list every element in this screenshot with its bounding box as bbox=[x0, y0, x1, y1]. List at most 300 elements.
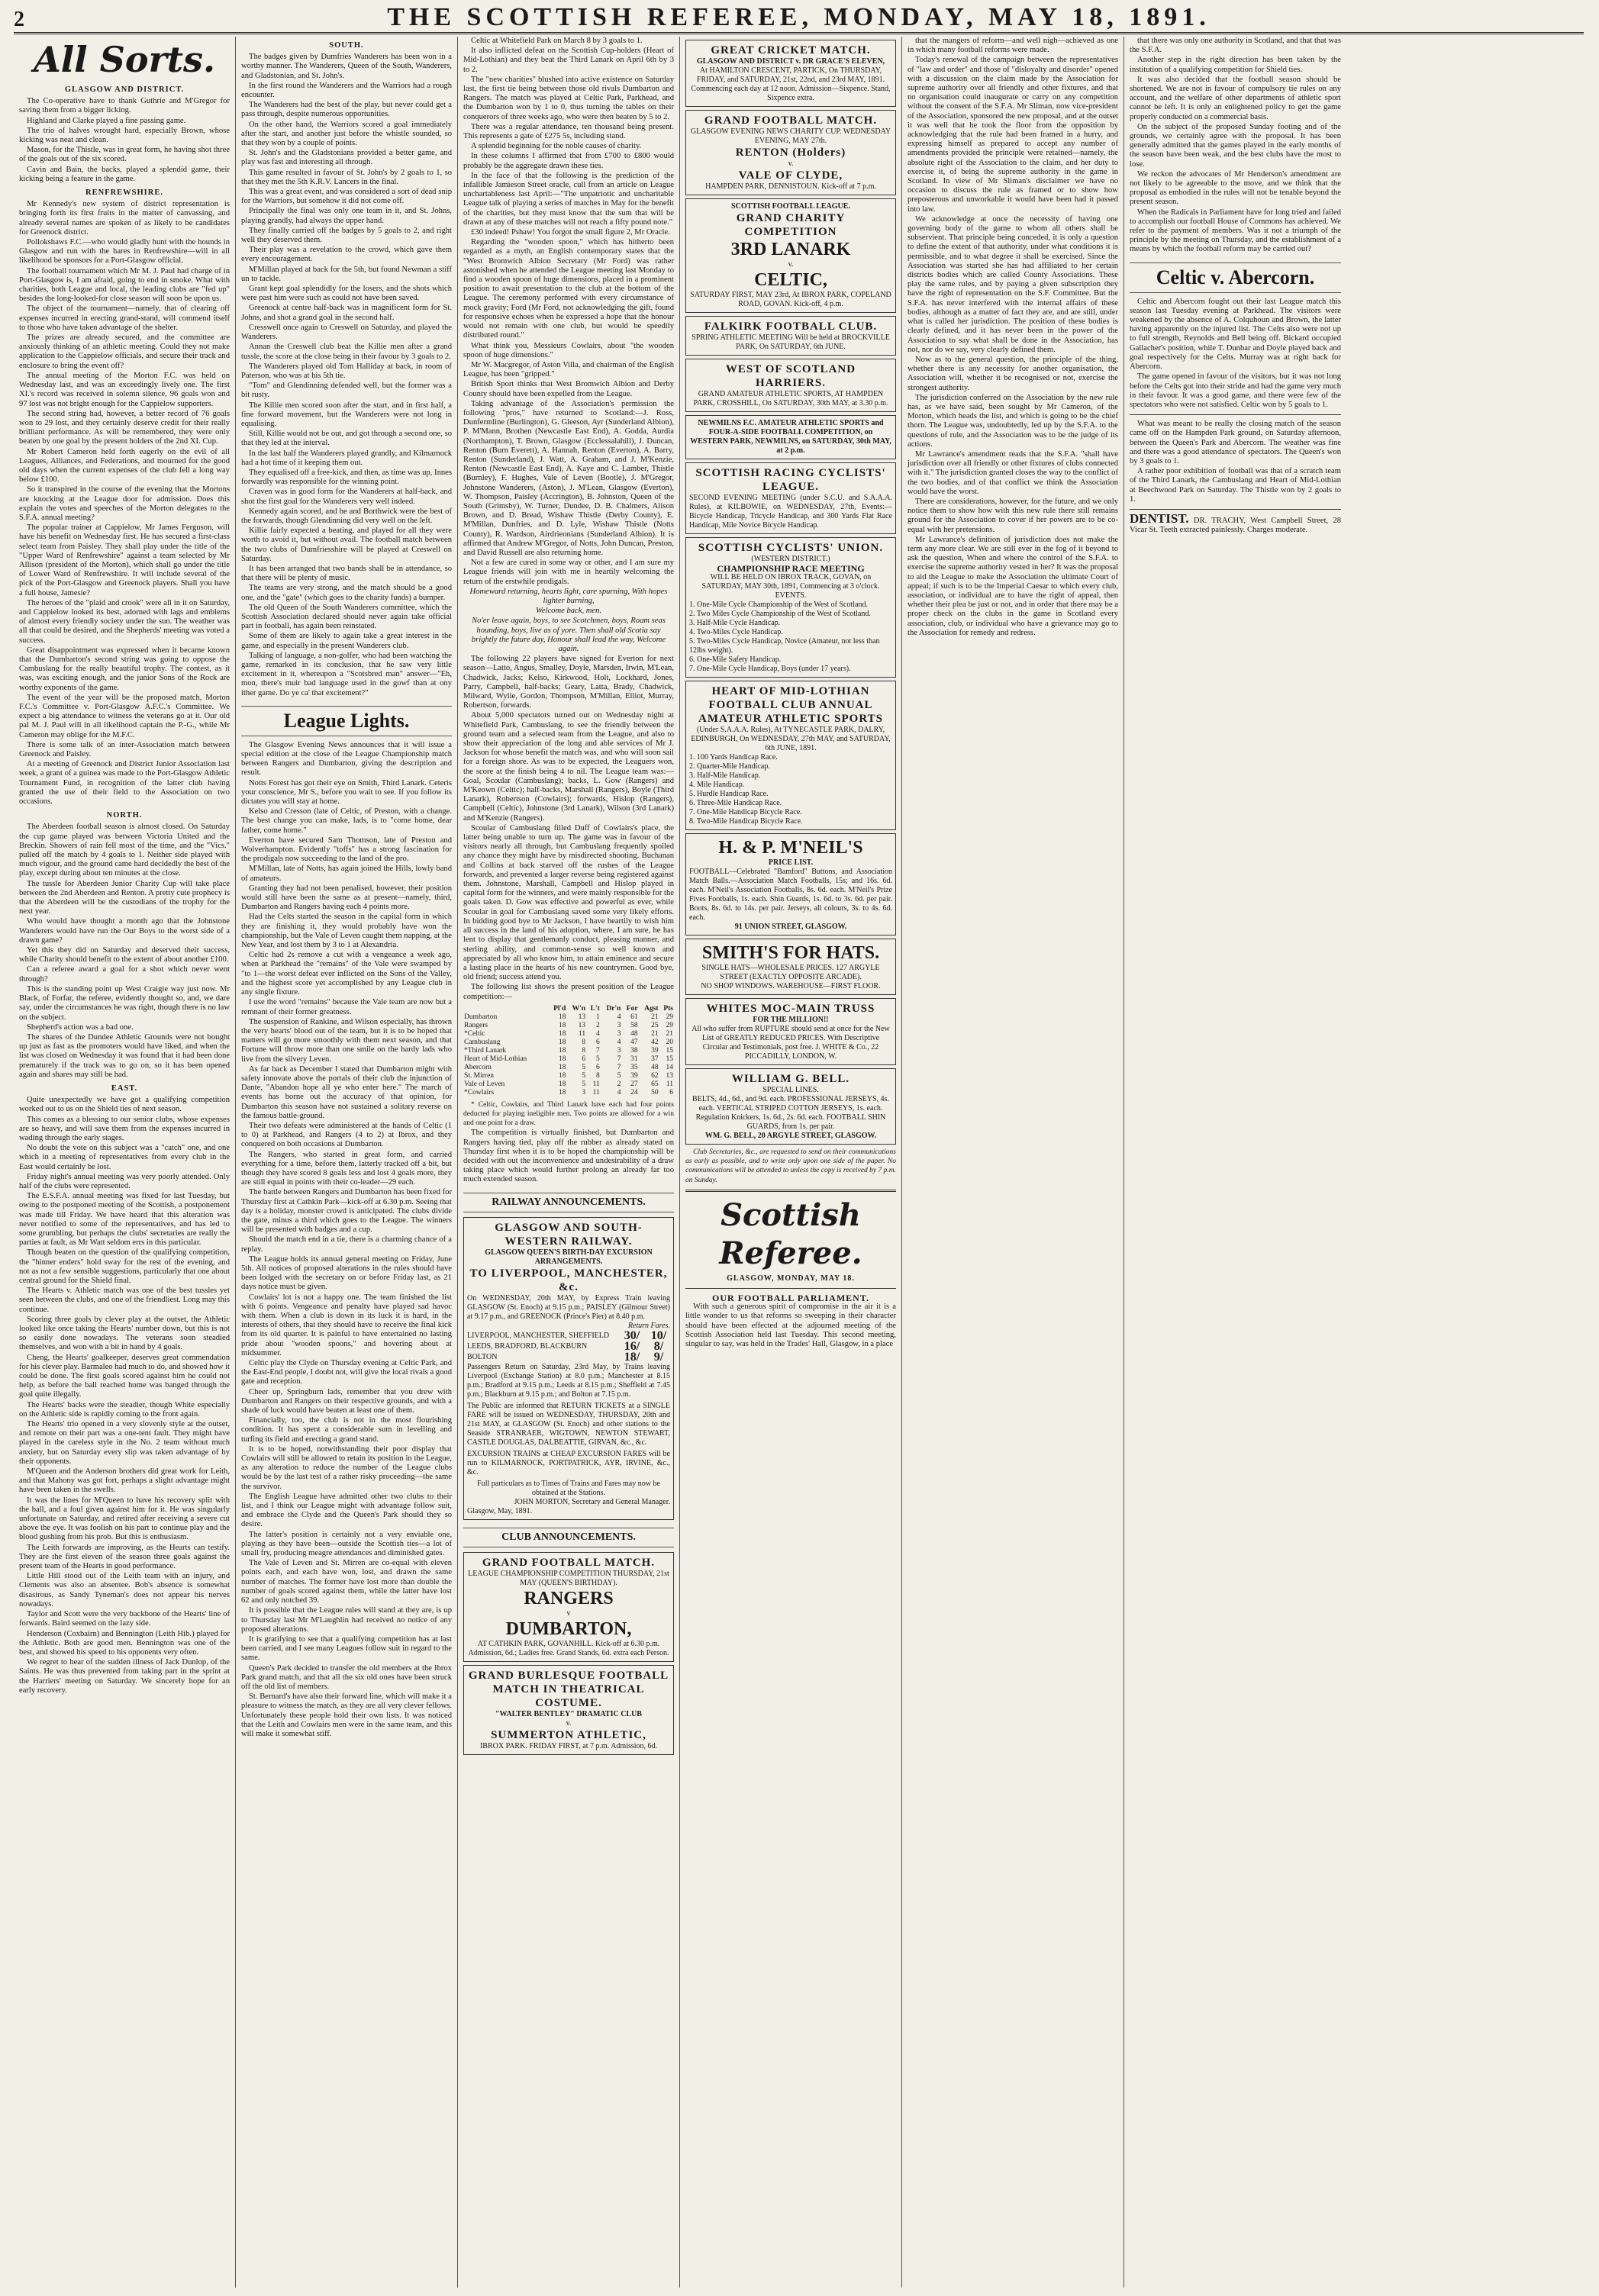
league-cell: 18 bbox=[558, 1046, 566, 1055]
paragraph: The Killie men scored soon after the start, and in first half, a fine forward movement, but the Wanderers were not long in equalising. bbox=[241, 401, 452, 428]
table-row bbox=[463, 1013, 674, 1022]
paragraph: Taking advantage of the Association's permission the following "pros," have returned to Scotland:—J. Ross, Dunfermline (Burlington), G. Gleeson, Ayr (Sunderland Albion), P. M'Mann, Brothen (Newcastle East End), A. Godda, Aurdia (Northampton), T. Brown, Glasgow (Ecclessalahill), J. Duncan, Renton (Burn Everett), A. Hannah, Renton (Everton), A. Barry, Renton (Sunderland), J. Watt, A. Graham, and J. M'Kenzie, Renton (Newcastle East End), A. Kaye and C. Lamber, Thistle (Burnley), F. Hughes, Vale of Leven (Bootle), J. M'Gregor, Johnstone Wanderers, (Aston), J. M'Lean, Glasgow (Everton), W. Thompson, Paisley (Accrington), B. Johnston, Queen of the South (Grimsby), W. Turner, Dundee, D. B. Chalmers, Alison Brown, and D. Bread, Wishaw Thistle (Derby County), E. M'Millan, Dunfries, and D. Lyle, Wishaw Thistle (Notts County), R. Wardson, Airdrieonians (Sunderland Albion). It is affirmed that Andrew M'Gregor, of Notts, John Duncan, Preston, and David Russell are also returning home. bbox=[463, 399, 674, 557]
list-item: 1. 100 Yards Handicap Race. bbox=[689, 753, 778, 762]
paragraph: Craven was in good form for the Wanderers at half-back, and shot the first goal for the Wanderers very well indeed. bbox=[241, 488, 452, 506]
paragraph: There was a regular attendance, ten thousand being present. This represents a gate of £275 5s, including stand. bbox=[463, 122, 674, 141]
league-cell: 6 bbox=[595, 1038, 600, 1046]
ad-subtitle: PRICE LIST. bbox=[768, 858, 814, 867]
league-header-cell bbox=[463, 1005, 548, 1013]
league-cell: 11 bbox=[578, 1029, 586, 1038]
paragraph: that the mangers of reform—and well nigh—achieved as one in which many football reforms were made. bbox=[907, 37, 1118, 55]
versus: v. bbox=[788, 260, 794, 269]
paragraph: They equalised off a free-kick, and then, as time was up, Innes forwardly was responsible for the winning point. bbox=[241, 468, 452, 487]
ad-title: NEWMILNS F.C. AMATEUR ATHLETIC SPORTS and FOUR-A-SIDE FOOTBALL COMPETITION, on WESTERN PARK, NEWMILNS, on SATURDAY, 30th MAY, at 2 p.m. bbox=[690, 419, 891, 455]
paragraph: Friday night's annual meeting was very poorly attended. Only half of the clubs were represented. bbox=[19, 1172, 230, 1190]
ad-title: WEST OF SCOTLAND HARRIERS. bbox=[725, 363, 856, 389]
paragraph: Annan the Creswell club beat the Killie men after a grand tussle, the score at the close being in their favour by 3 goals to 2. bbox=[241, 343, 452, 361]
ad-title: SCOTTISH RACING CYCLISTS' LEAGUE. bbox=[695, 467, 886, 493]
paragraph: About 5,000 spectators turned out on Wednesday night at Whitefield Park, Cambuslang, to see the friendly between the ground team and a selected team from the League, and also to show their appreciation of the long and able services of Mr J. Jackson for whose benefit the match was, and who will soon sail for a foreign shore. As was to be expected, the Leaguers won, the score at the finish being 4 to nil. The League team was:—Goal, Scoular (Cambuslang); backs, L. Gow (Rangers) and M'Keown (Celtic); half-backs, Marshall (Rangers), Boyle (Third Lanark), Robertson (Cowlairs); forwards, Hislop (Rangers), Campbell (Celtic), Johnstone (3rd Lanark), Wilson (3rd Lanark) and M'Kenzie (Rangers). bbox=[463, 711, 674, 823]
paragraph: British Sport thinks that West Bromwich Albion and Derby County should have been expelled from the League. bbox=[463, 380, 674, 398]
league-cell: 21 bbox=[651, 1013, 659, 1021]
paragraph: The teams are very strong, and the match should be a good one, and the "gate" (which goes to the charity funds) a bumper. bbox=[241, 584, 452, 602]
paragraph: Though beaten on the question of the qualifying competition, the "hinner enders" hold sway for the rest of the evening, and not as not a few sensible suggestions, particularly that one about central ground for the Shield final. bbox=[19, 1248, 230, 1285]
paragraph: The suspension of Rankine, and Wilson especially, has thrown the very hearts' blood out of the team, but it is to be hoped that matters will go more smoothly with them next season, and that Fortune will throw more than one smile on the hardy lads who live from the silvery Leven. bbox=[241, 1017, 452, 1064]
league-table bbox=[463, 1005, 674, 1097]
league-cell: Cambuslang bbox=[464, 1038, 501, 1046]
paragraph: The Leith forwards are improving, as the Hearts can testify. They are the first eleven of the season three goals against the present team of the Hearts in good performance. bbox=[19, 1543, 230, 1571]
league-cell: 7 bbox=[617, 1063, 621, 1071]
fares-list bbox=[467, 1328, 670, 1364]
paragraph: A splendid beginning for the noble causes of charity. bbox=[471, 142, 642, 151]
paragraph: There is some talk of an inter-Association match between Greenock and Paisley. bbox=[19, 740, 230, 759]
paragraph: The "new charities" blushed into active existence on Saturday last, the first tie being between those old rivals Dumbarton and Rangers. The match was played at Celtic Park, Parkhead, and the Dumbarton won by 1 to 0, thus turning the tables on their conquerors of three weeks ago, who were then beaten by 5 to 2. bbox=[463, 75, 674, 121]
league-table-body bbox=[463, 1013, 674, 1097]
ad-text: WILL BE HELD ON IBROX TRACK, GOVAN, on SATURDAY, MAY 30th, 1891, Commencing at 3 o'clock. EVENTS. bbox=[701, 573, 880, 600]
league-cell: 6 bbox=[582, 1055, 586, 1063]
paragraph: This game resulted in favour of St. John's by 2 goals to 1, so that they met the 5th K.R.V. Lancers in the final. bbox=[241, 168, 452, 186]
league-cell: 13 bbox=[666, 1071, 673, 1080]
subhead: SOUTH. bbox=[329, 41, 364, 50]
team-name: VALE OF CLYDE, bbox=[738, 169, 843, 182]
league-cell: 29 bbox=[666, 1013, 673, 1021]
fare-row bbox=[467, 1352, 670, 1363]
list-item: 2. Quarter-Mile Handicap. bbox=[689, 762, 770, 771]
paragraph: Celtic had 2s remove a cut with a vengeance a week ago, when at Parkhead the "remains" of the Vale were swamped by "to 1—the worst defeat ever inflicted on the Sons of the Valley, and the highest score yet accomplished by any League club in any single fixture. bbox=[241, 951, 452, 997]
paragraph: Now as to the general question, the principle of the thing, whether there is any necessity for another organisation, the Association will, whether it be recognised or not, exercise the strongest authority. bbox=[907, 355, 1118, 392]
ad-title: WHITES MOC-MAIN TRUSS bbox=[706, 1003, 875, 1015]
league-cell: 15 bbox=[666, 1046, 673, 1055]
paragraph: The latter's position is certainly not a very enviable one, playing as they have been—outside the Scottish ties—a lot of small fry, producing meagre attendances and diminished gates. bbox=[241, 1530, 452, 1558]
fare-first: 30/ bbox=[624, 1328, 640, 1342]
ad-title: H. & P. M'NEIL'S bbox=[718, 838, 863, 858]
ad-title: GLASGOW AND SOUTH-WESTERN RAILWAY. bbox=[495, 1221, 643, 1248]
paragraph: Little Hill stood out of the Leith team with an injury, and Clements was also an absentee. Bob's absence is somewhat disastrous, as Sandy Tyneman's does not appear his nerves nowadays. bbox=[19, 1572, 230, 1608]
table-row bbox=[463, 1072, 674, 1080]
paragraph: Yet this they did on Saturday and deserved their success, while Charity should benefit to the extent of about another £100. bbox=[19, 946, 230, 964]
ad-subtitle: "WALTER BENTLEY" DRAMATIC CLUB bbox=[495, 1709, 642, 1718]
league-cell: 18 bbox=[558, 1021, 566, 1029]
league-table-header bbox=[463, 1005, 674, 1013]
paragraph: Taylor and Scott were the very backbone of the Hearts' line of forwards. Baird seemed on the lazy side. bbox=[19, 1610, 230, 1628]
ad-title: FALKIRK FOOTBALL CLUB. bbox=[704, 320, 878, 333]
league-cell: 8 bbox=[595, 1071, 600, 1080]
column-3 bbox=[458, 37, 680, 2288]
league-cell: 61 bbox=[630, 1013, 638, 1021]
league-cell: 3 bbox=[617, 1046, 621, 1055]
divider bbox=[685, 1288, 896, 1289]
paragraph: The football tournament which Mr M. J. Paul had charge of in Port-Glasgow is, I am afraid, going to end in smoke. What with charities, both League and local, the leading clubs are "fed up" besides the long-looked-for close season will soon be upon us. bbox=[19, 266, 230, 304]
league-cell: 14 bbox=[666, 1063, 673, 1071]
paragraph: It was the lines for M'Queen to have his recovery split with the ball, and a foul given against him for it. He was singularly unfortunate on Saturday, and retired after receiving a severe cut above the eye. It was foolish on his part to continue play and the blood gushing from his prob. But this is enthusiasm. bbox=[19, 1496, 230, 1542]
league-cell: 18 bbox=[558, 1063, 566, 1071]
paragraph: The old Queen of the South Wanderers committee, which the Scottish Association declared should never again take official part in football, has again been reinstated. bbox=[241, 603, 452, 631]
league-cell: Vale of Leven bbox=[464, 1080, 505, 1088]
league-note: * Celtic, Cowlairs, and Third Lanark have each had four points deducted for playing ineligible men. Two points are allowed for a win and one point for a draw. bbox=[463, 1100, 674, 1128]
paragraph: In these columns I affirmed that from £700 to £800 would probably be the aggregate drawn these ties. bbox=[463, 152, 674, 170]
paragraph: On the subject of the proposed Sunday footing and of the grounds, we certainly agree with the proposal. It has been generally admitted that the games played in the early months of the season have been weak, and the best clubs have the most to lose. bbox=[1130, 122, 1341, 169]
smiths-hats-advert bbox=[685, 939, 896, 995]
paragraph: On the other hand, the Warriors scored a goal immediately after the start, and another just before the whistle sounded, so that they won by a couple of points. bbox=[241, 120, 452, 148]
ad-destination: TO LIVERPOOL, MANCHESTER, &c. bbox=[469, 1267, 668, 1293]
list-item: 5. Two-Miles Cycle Handicap, Novice (Amateur, not less than 12lbs weight). bbox=[689, 637, 880, 655]
league-cell: 38 bbox=[630, 1046, 638, 1055]
paragraph: Who would have thought a month ago that the Johnstone Wanderers would have run the Our Boys to the worst side of a drawn game? bbox=[19, 917, 230, 945]
bell-advert bbox=[685, 1068, 896, 1145]
ad-text: Passengers Return on Saturday, 23rd May, by Trains leaving Liverpool (Exchange Station) at 8.0 p.m.; Manchester at 8.15 p.m.; Bradford at 9.15 p.m.; Leeds at 8.15 p.m.; Sheffield at 7.45 p.m.; Blackburn at 9.15 p.m.; and Bolton at 7.15 p.m. bbox=[467, 1362, 670, 1399]
paragraph: Shepherd's action was a bad one. bbox=[27, 1022, 134, 1032]
paragraph: The League holds its annual general meeting on Friday, June 5th. All notices of proposed alterations in the rules should have been lodged with the secretary on or before Friday last, as 21 days notice must be given. bbox=[241, 1254, 452, 1292]
divider bbox=[1130, 509, 1341, 510]
league-cell: 47 bbox=[630, 1038, 638, 1046]
scottish-referee-title: Scottish Referee. bbox=[719, 1196, 862, 1271]
league-cell: 5 bbox=[595, 1055, 600, 1063]
league-cell: 50 bbox=[651, 1088, 659, 1096]
paragraph: It is possible that the League rules will stand at they are, is up to Thursday last Mr M'Laughlin had received no notice of any proposed alterations. bbox=[241, 1606, 452, 1634]
paragraph: Principally the final was only one team in it, and St. Johns, playing grandly, had always the upper hand. bbox=[241, 207, 452, 225]
all-sorts-heading: All Sorts. bbox=[34, 39, 215, 80]
paragraph: So it transpired in the course of the evening that the Mortons are knocking at the League door for admission. Does this explain the votes and speeches of the Morton delegates to the S.F.A. annual meeting? bbox=[19, 485, 230, 522]
list-item: 5. Hurdle Handicap Race. bbox=[689, 790, 769, 798]
list-item: 6. One-Mile Safety Handicap. bbox=[689, 655, 782, 664]
fare-row bbox=[467, 1328, 670, 1342]
ad-text: BELTS, 4d., 6d., and 9d. each. PROFESSIONAL JERSEYS, 4s. each. VERTICAL STRIPED COTTON JERSEYS, 1s. each. Regulation Knickers, 1s. 6d., 2s. 6d. each. FOOTBALL SHIN GUARDS, from 1s. per pair. bbox=[692, 1095, 889, 1131]
paragraph: Regarding the "wooden spoon," which has hitherto been regarded as a myth, an English contemporary states that the "West Bromwich Albion Secretary (Mr Ford) was rather astonished when he attended the League meeting last Monday to find a wooden spoon of huge dimensions, placed in a prominent position to await presentation to the club at the bottom of the League. The ceremony performed with every circumstance of mock gravity; Ford (Mr Ford, not acknowledging the gift, found for responsive echoes when he expressed a hope that the honour would not remain with one club, but would be speedily distributed round." bbox=[463, 238, 674, 340]
league-cell: 48 bbox=[651, 1063, 659, 1071]
ad-date: Glasgow, May, 1891. bbox=[467, 1506, 533, 1515]
paragraph: What think you, Messieurs Cowlairs, about "the wooden spoon of huge dimensions." bbox=[463, 341, 674, 359]
ad-text: On WEDNESDAY, 20th MAY, by Express Train leaving GLASGOW (St. Enoch) at 9.15 p.m.; PAISLEY (Gilmour Street) at 9.17 p.m., and GREENOCK (Prince's Pier) at 8.40 p.m. bbox=[467, 1293, 670, 1321]
league-cell: 13 bbox=[578, 1021, 586, 1029]
columns bbox=[14, 37, 1585, 2288]
harriers-advert bbox=[685, 359, 896, 412]
ad-venue: AT CATHKIN PARK, GOVANHILL. Kick-off at 6.30 p.m. bbox=[477, 1639, 660, 1648]
paragraph: Highland and Clarke played a fine passing game. bbox=[27, 116, 186, 125]
league-header-cell: Dr'n bbox=[606, 1004, 621, 1013]
dentist-text: DR. TRACHY, West Campbell Street, 28 Vicar St. Teeth extracted painlessly. Charges moderate. bbox=[1130, 516, 1341, 535]
dentist-advert bbox=[1130, 510, 1341, 535]
event-list bbox=[689, 601, 892, 674]
league-cell: 31 bbox=[630, 1055, 638, 1063]
paragraph: The battle between Rangers and Dumbarton has been fixed for Thursday first at Cathkin Park—kick-off at 6.30 p.m. Seeing that day is a holiday, monster crowd is anticipated. The clubs divide the gate, minus a third which goes to the League. The winners will be presented with badges and a cup. bbox=[241, 1188, 452, 1235]
newspaper-title: THE SCOTTISH REFEREE, MONDAY, MAY 18, 1891. bbox=[387, 3, 1211, 31]
league-cell: 2 bbox=[595, 1021, 600, 1029]
paragraph: Another step in the right direction has been taken by the institution of a qualifying competition for Shield ties. bbox=[1130, 56, 1341, 74]
list-item: 7. One-Mile Handicap Bicycle Race. bbox=[689, 808, 802, 816]
paragraph: Kennedy again scored, and he and Borthwick were the best of the forwards, though Glendinning did very well on the left. bbox=[241, 507, 452, 525]
paragraph: The English League have admitted other two clubs to their list, and I think our League might with advantage follow suit, and embrace the Clyde and the Queen's Park should they so desire. bbox=[241, 1492, 452, 1529]
column-6 bbox=[1124, 37, 1346, 2288]
ad-text: At HAMILTON CRESCENT, PARTICK, On THURSDAY, FRIDAY, and SATURDAY, 21st, 22nd, and 23rd MAY, 1891. Commencing each day at 12 noon. Admission—Sixpence. Stand, Sixpence extra. bbox=[691, 66, 891, 102]
railway-advert bbox=[463, 1217, 674, 1520]
railway-heading: RAILWAY ANNOUNCEMENTS. bbox=[463, 1193, 674, 1212]
table-row bbox=[463, 1022, 674, 1030]
paragraph: Cowlairs' lot is not a happy one. The team finished the list with 6 points. Vengeance and penalty have played sad havoc with them. When a club is down in its luck it is hard, in the interests of others, that they should have to receive the final kick from its old quarter. It is painful to have entertained no lasting pride about "wooden spoons," and hovering about at midsummer. bbox=[241, 1293, 452, 1357]
paragraph: Mr W. Macgregor, of Aston Villa, and chairman of the English League, has been "gripped." bbox=[463, 360, 674, 379]
paragraph: A rather poor exhibition of football was that of a scratch team of the Third Lanark, the Cambuslang and Heart of Mid-Lothian at Beechwood Park on Saturday. The Thistle won by 2 goals to 1. bbox=[1130, 467, 1341, 504]
ad-title: GREAT CRICKET MATCH. bbox=[711, 44, 871, 56]
paragraph: The game opened in favour of the visitors, but it was not long before the Celts got into their stride and had the game very much in their favour. It was a good game, and there were few of the spectators who were not satisfied. Celtic won by 5 goals to 1. bbox=[1130, 372, 1341, 409]
ad-subtitle: GLASGOW QUEEN'S BIRTH-DAY EXCURSION ARRANGEMENTS. bbox=[485, 1248, 653, 1266]
paragraph: What was meant to be really the closing match of the season came off on the Hampden Park ground, on Saturday afternoon, between the Queen's Park and Abercorn. The weather was fine and there was a good attendance of spectators. The Queen's won by 3 goals to 1. bbox=[1130, 420, 1341, 465]
list-item: 3. Half-Mile Handicap. bbox=[689, 771, 761, 780]
paragraph: This comes as a blessing to our senior clubs, whose expenses are so heavy, and will save them from the expenses incurred in wading through the early stages. bbox=[19, 1115, 230, 1142]
cricket-advert bbox=[685, 40, 896, 107]
paragraph: In the last half the Wanderers played grandly, and Kilmarnock had a hot time of it keeping them out. bbox=[241, 449, 452, 467]
league-cell: 18 bbox=[558, 1055, 566, 1063]
paragraph: The event of the year will be the proposed match, Morton F.C.'s Committee v. Port-Glasgow A.F.C.'s Committee. We expect a big attendance to witness the veterans go at it. Our old pal M. J. Paul will in all likelihood captain the P.-G., while Mr Cameron may oblige for the M.F.C. bbox=[19, 693, 230, 739]
paragraph: Should the match end in a tie, there is a charming chance of a replay. bbox=[241, 1235, 452, 1254]
league-cell: 21 bbox=[651, 1029, 659, 1038]
paragraph: It was also decided that the football season should be shortened. We are not in favour of compulsory tie rules on any account, and the welfare of other departments of athletic sport cannot be left. It is only an enlightened policy to get the game properly conducted on a commercial basis. bbox=[1130, 75, 1341, 121]
league-cell: 18 bbox=[558, 1080, 566, 1088]
ad-header: CHAMPIONSHIP RACE MEETING bbox=[717, 563, 865, 574]
paragraph: Financially, too, the club is not in the most flourishing condition. It has spent a considerable sum in levelling and turfing its field and erecting a grand stand. bbox=[241, 1416, 452, 1444]
paragraph: It is gratifying to see that a qualifying competition has at last been carried, and I see many Leagues follow suit in regard to the same. bbox=[241, 1634, 452, 1663]
league-header-cell: L't bbox=[590, 1004, 600, 1013]
league-cell: 8 bbox=[582, 1046, 586, 1055]
masthead bbox=[14, 5, 1584, 34]
paragraph: Mr Lawrance's definition of jurisdiction does not make the term any more clear. We are still ever in the fog of it beyond to ask the question, When and where the control of the S.F.A. to exercise the supreme authority vested in her? It was the proposal to aid the League to make the Association the ultimate Court of appeal; if such is to be the Imperial Caesar to which every club, association, or individual are to have the right of appeal, then whether their plea be just or not, and in order that there may be a proper check on the clubs in the game in Scotland every association, club, or individual who have a grievance may go to the Association for remedy and redress. bbox=[907, 535, 1118, 637]
paragraph: We acknowledge at once the necessity of having one governing body of the game to whom all others shall be subservient. That principle being conceded, it is only a question to define the extent of that authority, under what conditions it is permissible, and to what degree it shall be exercised. Since the Association was started she has had affiliated to her certain districts bodies which are called County Associations. These play the same rules, and by paying a given subscription they have the right of representation on the S.F. Committee. But the S.F.A. has never interfered with the internal affairs of these bodies, although as a matter of fact they are, and are still, under what is called her jurisdiction. The position of these bodies is clearly defined, and it has never been in the power of the Association to say what shall be done in the Association, has not, nor do we say, very clearly defined them. bbox=[907, 214, 1118, 354]
league-cell: Rangers bbox=[464, 1021, 488, 1029]
ad-text: SPRING ATHLETIC MEETING Will be held at BROCKVILLE PARK, On SATURDAY, 6th JUNE. bbox=[692, 333, 890, 351]
league-cell: 7 bbox=[617, 1055, 621, 1063]
league-cell: 2 bbox=[617, 1080, 621, 1088]
ad-subtitle: FOR THE MILLION!! bbox=[753, 1016, 829, 1024]
versus: v bbox=[566, 1608, 571, 1618]
list-item: 8. Two-Mile Handicap Bicycle Race. bbox=[689, 817, 803, 826]
paragraph: There are considerations, however, for the future, and we only notice them to show how with this new rule there still remains ground for the Association to cover if her powers are to be co-equal with her pretensions. bbox=[907, 497, 1118, 534]
team-name: RANGERS bbox=[524, 1588, 614, 1608]
paragraph: The Wanderers had the best of the play, but never could get a pass through, despite numerous opportunities. bbox=[241, 101, 452, 119]
fare-place: BOLTON bbox=[467, 1352, 498, 1361]
burlesque-advert bbox=[463, 1665, 674, 1755]
column-4 bbox=[680, 37, 902, 2288]
paragraph: "Tom" and Glendinning defended well, but the former was a bit rusty. bbox=[241, 382, 452, 400]
ad-venue: SATURDAY FIRST, MAY 23rd, At IBROX PARK, COPELAND ROAD, GOVAN. Kick-off, 4 p.m. bbox=[690, 291, 891, 308]
paragraph: Celtic and Abercorn fought out their last League match this season last Tuesday evening at Parkhead. The visitors were weakened by the absence of A. Colquhoun and Brown, the latter having apparently on the injured list. The Celts also were not up to full strength, Reynolds and Bell being off. Bickard occupied Gallacher's position, while T. Dunbar and Doyle played back and goal respectively for the Celts. Murray was at right back for Abercorn. bbox=[1130, 297, 1341, 372]
fare-first: 16/ bbox=[624, 1339, 640, 1353]
paragraph: Mason, for the Thistle, was in great form, he having shot three of the goals out of the six scored. bbox=[19, 146, 230, 164]
team-name: SUMMERTON ATHLETIC, bbox=[491, 1728, 646, 1741]
league-cell: *Celtic bbox=[464, 1029, 485, 1038]
paragraph: Cheer up, Springburn lads, remember that you drew with Dumbarton and Rangers on their respective grounds, and with a shade of luck would have beaten at least one of them. bbox=[241, 1387, 452, 1415]
editor-notice: Club Secretaries, &c., are requested to send on their communications as early as possible, and to write only upon one side of the paper. No communications will be attended to unless the copy is received by 7 p.m. on Sunday. bbox=[685, 1148, 896, 1184]
league-cell: 11 bbox=[592, 1080, 600, 1088]
ad-title: WILLIAM G. BELL. bbox=[731, 1073, 850, 1085]
versus: v. bbox=[566, 1718, 572, 1728]
ad-text: NO SHOP WINDOWS. WAREHOUSE—FIRST FLOOR. bbox=[701, 982, 881, 990]
list-item: 4. Two-Miles Cycle Handicap. bbox=[689, 628, 783, 636]
paragraph: In the first round the Wanderers and the Warriors had a rough encounter. bbox=[241, 81, 452, 100]
ad-price: Admission, 6d.; Ladies free. Grand Stands, 6d. extra each Person. bbox=[468, 1648, 669, 1657]
league-cell: 4 bbox=[617, 1088, 621, 1096]
league-cell: 5 bbox=[582, 1080, 586, 1088]
table-row bbox=[463, 1047, 674, 1055]
paragraph: The Rangers, who started in great form, and carried everything for a time, before them, latterly tracked off a bit, but though they have scored 8 goals less and lost 4 goals more, they are still equal in points with their co-leader—29 each. bbox=[241, 1150, 452, 1187]
paragraph: The tussle for Aberdeen Junior Charity Cup will take place between the 2nd Aberdeen and Renton. A pretty cute prophecy is that the Aberdeen will be the custodians of the trophy for the next year. bbox=[19, 879, 230, 916]
league-cell: 20 bbox=[666, 1038, 673, 1046]
paragraph: Great disappointment was expressed when it became known that the Dumbarton's second string was going to oppose the Cambuslang for the really beautiful trophy. The contest, as it was, was exciting enough, and the junior Sons of the Rock are worthy exponents of the game. bbox=[19, 646, 230, 692]
newmilns-advert bbox=[685, 415, 896, 459]
paragraph: Henderson (Coxbairn) and Bennington (Leith Hib.) played for the Athletic. Both are good men. Bennington was one of the best, and showed his speed to his opponents very often. bbox=[19, 1629, 230, 1657]
paragraph: We reckon the advocates of Mr Henderson's amendment are not likely to be agreeable to the move, and we think that the proposal as embodied in the rules will not be tenable beyond the present season. bbox=[1130, 169, 1341, 207]
league-cell: 11 bbox=[592, 1088, 600, 1096]
fare-place: LEEDS, BRADFORD, BLACKBURN bbox=[467, 1341, 588, 1351]
paragraph: In the face of that the following is the prediction of the infallible Jamieson Street oracle, cull from an article on League unchartableness last April:—"The unpatriotic and uncharitable League talk of playing a series of matches in May for the benefit of the charities, but they must know that the sum that will be drawn at any of these matches will not reach a fifty pound note." bbox=[463, 171, 674, 227]
table-row bbox=[463, 1030, 674, 1039]
ad-subtitle: LEAGUE CHAMPIONSHIP COMPETITION THURSDAY, 21st MAY (QUEEN'S BIRTHDAY). bbox=[468, 1569, 669, 1587]
truss-advert bbox=[685, 998, 896, 1065]
paragraph: The Co-operative have to thank Guthrie and M'Gregor for saving them from a bigger licking. bbox=[19, 97, 230, 115]
paragraph: Grant kept goal splendidly for the losers, and the shots which were past him were such as could not have been saved. bbox=[241, 285, 452, 303]
league-header-cell: For bbox=[626, 1004, 638, 1013]
table-row bbox=[463, 1089, 674, 1097]
paragraph: Mr Robert Cameron held forth eagerly on the evil of all Leagues, Alliances, and Federations, and mourned for the good old days when the current expenses of the club fell a long way below £100. bbox=[19, 447, 230, 485]
league-cell: 39 bbox=[651, 1046, 659, 1055]
paragraph: Some of them are likely to again take a great interest in the game, and especially in the present Wanderers club. bbox=[241, 632, 452, 650]
league-cell: 62 bbox=[651, 1071, 659, 1080]
paragraph: The popular trainer at Cappielow, Mr James Ferguson, will have his benefit on Wednesday first. He has secured a first-class select team from Paisley. They shall play under the title of the "Upper Ward of Renfrewshire" against a team selected by Mr Allison (president of the Morton), which shall go under the title of Lower Ward of Renfrewshire. It will include several of the pick of the Port-Glasgow and Greenock players. Shall you have a full house, Jamesie? bbox=[19, 523, 230, 597]
paragraph: Pollokshaws F.C.—who would gladly hunt with the hounds in Glasgow and run with the hares in Renfrewshire—will in all likelihood be sponsors for a Port-Glasgow official. bbox=[19, 238, 230, 266]
paragraph: Cheng, the Hearts' goalkeeper, deserves great commendation for his clever play. Barmaleo had much to do, and showed how it could be done. The first goals scored against him he could not help, as before the ball reached home was banged through the goal quite illegally. bbox=[19, 1353, 230, 1399]
paragraph: Quite unexpectedly we have got a qualifying competition worked out to us on the Shield ties of next season. bbox=[19, 1096, 230, 1114]
paragraph: It is to be hoped, notwithstanding their poor display that Cowlairs will still be allowed to retain its position in the League, as any alteration to reduce the number of the League clubs would be by the last test of a rather risky proceeding—the same the survivor. bbox=[241, 1444, 452, 1491]
league-cell: 8 bbox=[582, 1038, 586, 1046]
falkirk-advert bbox=[685, 316, 896, 356]
paragraph: As far back as December I stated that Dumbarton might with safety innovate above the portals of their club the injunction of Dante, "Abandon hope all ye who enter here." The march of events has borne out the accuracy of that opinion, for Dumbarton this season have not sustained a solitary reverse on the famous battle-ground. bbox=[241, 1064, 452, 1120]
paragraph: The prizes are already secured, and the committee are anxiously thinking of an athletic meeting. Could they not make application to the Cappielow officials, and secure their track and enclosure to bring the event off? bbox=[19, 333, 230, 370]
ad-venue: HAMPDEN PARK, DENNISTOUN. Kick-off at 7 p.m. bbox=[705, 182, 876, 191]
paragraph: The heroes of the "plaid and crook" were all in it on Saturday, and Cappielow looked its best, adorned with lags and emblems of almost every friendly society under the sun. The weather was all that could be desired, and the Shepherds' meeting was voted a success. bbox=[19, 598, 230, 645]
list-item: 7. One-Mile Cycle Handicap, Boys (under 17 years). bbox=[689, 665, 851, 673]
league-cell: 6 bbox=[595, 1063, 600, 1071]
paragraph: Not a few are cured in some way or other, and I am sure my League friends will join with me in heartily welcoming the return of the erstwhile prodigals. bbox=[463, 559, 674, 586]
league-cell: 5 bbox=[617, 1071, 621, 1080]
fare-third: 8/ bbox=[653, 1339, 664, 1353]
cyclists-league-advert bbox=[685, 462, 896, 534]
paragraph: The annual meeting of the Morton F.C. was held on Wednesday last, and was an exceedingly lively one. The first XI.'s record was received in solemn silence, 96 goals won and 97 lost was not bright enough for the Cappielow supporters. bbox=[19, 371, 230, 408]
paragraph: Granting they had not been penalised, however, their position would still have been the same as at present—namely, third, Dumbarton and Rangers having each 4 points more. bbox=[241, 884, 452, 912]
paragraph: St. John's and the Gladstonians provided a better game, and play was fast and interesting all through. bbox=[241, 149, 452, 167]
divider bbox=[685, 1190, 896, 1192]
paragraph: Talking of language, a non-golfer, who had been watching the game, remarked in its conclusion, that he saw very little excitement in it, whereupon a "Scotsbred man" answer—"Eh, mon, there's muir bad language used in the gowf than at ony ither game. Do ye ca' that excitement?" bbox=[241, 651, 452, 697]
paragraph: Queen's Park decided to transfer the old members at the Ibrox Park grand match, and that all the six old ones have been struck off the old list of members. bbox=[241, 1663, 452, 1691]
subhead: EAST. bbox=[111, 1084, 138, 1093]
paragraph: At a meeting of Greenock and District Junior Association last week, a grant of a guinea was made to the Port-Glasgow Athletic Tournament Fund, in recognition of the latter club having granted the use of their field to the Association on two occasions. bbox=[19, 760, 230, 807]
league-cell: 13 bbox=[578, 1013, 586, 1021]
paragraph: It has been arranged that two bands shall be in attendance, so that there will be plenty of music. bbox=[241, 564, 452, 583]
paragraph: Greenock at centre half-back was in magnificent form for St. Johns, and shot a grand goal in the second half. bbox=[241, 304, 452, 322]
paragraph: We regret to hear of the sudden illness of Jack Dunlop, of the Saints. He was thus prevented from taking part in the sprint at the Harriers' meeting on Saturday. We sincerely hope for an early recovery. bbox=[19, 1658, 230, 1695]
paragraph: Killie fairly expected a beating, and played for all they were worth to avoid it, but without avail. The football match between the two clubs of Dumfriesshire will be played at Creswell on Saturday. bbox=[241, 527, 452, 563]
paragraph: The competition is virtually finished, but Dumbarton and Rangers having tied, play off the rubber as already stated on Thursday first when it is to be hoped the championship will be decided with out the inconvenience and undesirability of a draw taking place which would further prolong an already far too much extended season. bbox=[463, 1129, 674, 1184]
ad-text: EXCURSION TRAINS at CHEAP EXCURSION FARES will be run to KILMARNOCK, PORTPATRICK, AYR, IRVINE, &c., &c. bbox=[467, 1449, 670, 1476]
poem-line: Homeward returning, hearts light, care spurning, With hopes lighter burning, bbox=[469, 587, 668, 605]
paragraph: Scoring three goals by clever play at the outset, the Athletic looked like once taking the Hearts' number down, but this is not so easily done nowadays. The veterans soon steadied themselves, and won with a bit in hand by 4 goals. bbox=[19, 1315, 230, 1352]
poem-line: Welcome back, men. bbox=[535, 607, 602, 616]
paragraph: The following 22 players have signed for Everton for next season—Latto, Angus, Smalley, Doyle, Marsden, Irwin, M'Lean, Chadwick, Jacks; Kelso, Kirkwood, Holt, Lockhard, Jones, Parry, Campbell, half-backs; Geary, Latta, Brady, Chadwick, Milward, Wylie, Gordon, Thompson, M'Millan, Elliot, Murray, Robertson, forwards. bbox=[463, 655, 674, 710]
ad-header: SCOTTISH FOOTBALL LEAGUE. bbox=[731, 202, 850, 211]
paragraph: The Hearts' backs were the steadier, though White especially on the Athletic side is rapidly coming to the front again. bbox=[19, 1400, 230, 1418]
table-row bbox=[463, 1080, 674, 1089]
ad-title: GRAND BURLESQUE FOOTBALL MATCH IN THEATRICAL COSTUME. bbox=[468, 1669, 669, 1709]
ad-title: SMITH'S FOR HATS. bbox=[701, 943, 880, 963]
ad-text: GRAND AMATEUR ATHLETIC SPORTS, AT HAMPDEN PARK, CROSSHILL, On SATURDAY, 30th MAY, at 3.30 p.m. bbox=[693, 390, 888, 407]
paragraph: The Hearts v. Athletic match was one of the best tussles yet seen between the clubs, and one of the friendliest. Long may this continue. bbox=[19, 1286, 230, 1314]
paragraph: Cavin and Bain, the backs, played a splendid game, their kicking being a feature in the game. bbox=[19, 165, 230, 183]
match-advert bbox=[463, 1552, 674, 1662]
fares-label: Return Fares. bbox=[627, 1321, 670, 1330]
list-item: 4. Mile Handicap. bbox=[689, 781, 745, 789]
league-cell: Dumbarton bbox=[464, 1013, 498, 1021]
paragraph: This is the standing point up West Craigie way just now. Mr Black, of Forfar, the referee, evidently thought so, and, we dare say, under the circumstances he was right, though there is no law on the subject. bbox=[19, 984, 230, 1022]
paragraph: With such a generous spirit of compromise in the air it is a little wonder to us that reforms so sweeping in their character should have been effected at the adjourned meeting of the Scottish Association held last Tuesday. This second meeting, singular to say, was held in the Trades' Hall, Glasgow, in a place bbox=[685, 1303, 896, 1349]
paragraph: I use the word "remains" because the Vale team are now but a remnant of their former greatness. bbox=[241, 998, 452, 1016]
fare-row bbox=[467, 1341, 670, 1352]
paragraph: Their play was a revelation to the crowd, which gave them every encouragement. bbox=[241, 246, 452, 264]
ad-subtitle: SINGLE HATS—WHOLESALE PRICES. 127 ARGYLE STREET (EXACTLY OPPOSITE ARCADE). bbox=[701, 964, 880, 981]
paragraph: Today's renewal of the campaign between the representatives of "law and order" and those of "disloyalty and disorder" opened with a discussion on the claim made by the Association for supreme authority over all friendly and other fixtures, and that no organisation could inaugurate or carry on any competition without the consent of the S.F.A. Mr Sliman, now vice-president of the Association, sponsored the new proposal, and at the outset it was well that he took the floor from the opposition by acknowledging that the rule had been framed in a hurry, and expressing himself as prepared to accept any number of amendments provided the principle were retained—namely, the absolute right of the Association to the claim, and her duty to exercise it, of being the supreme authority in the game in Scotland. In view of Mr Sliman's disclaimer we have no occasion to discuss the rule as framed or to show how preposterous and unworkable it would have been had it passed into law. bbox=[907, 56, 1118, 214]
league-cell: 4 bbox=[617, 1038, 621, 1046]
league-cell: 3 bbox=[617, 1021, 621, 1029]
ad-text: SECOND EVENING MEETING (under S.C.U. and S.A.A.A. Rules), at KILBOWIE, on WEDNESDAY, 27th, Events:—Bicycle Handicap, Tricycle Handicap, and 300 Yards Flat Race Handicap, Mile Novice Bicycle Handicap. bbox=[689, 494, 892, 530]
paragraph: It also inflicted defeat on the Scottish Cup-holders (Heart of Mid-Lothian) and they beat the Third Lanark on April 6th by 3 to 2. bbox=[463, 47, 674, 74]
subhead: GLASGOW AND DISTRICT. bbox=[64, 85, 185, 94]
paragraph: M'Millan played at back for the 5th, but found Newman a stiff un to tackle. bbox=[241, 265, 452, 283]
league-cell: 15 bbox=[666, 1055, 673, 1063]
table-row bbox=[463, 1055, 674, 1064]
list-item: 2. Two Miles Cycle Championship of the West of Scotland. bbox=[689, 610, 871, 618]
league-cell: Abercorn bbox=[464, 1063, 492, 1071]
paragraph: Cresswell once again to Creswell on Saturday, and played the Wanderers. bbox=[241, 323, 452, 342]
club-announcements-heading: CLUB ANNOUNCEMENTS. bbox=[463, 1528, 674, 1547]
paragraph: The Wanderers played old Tom Halliday at back, in room of Paterson, who was at his 5th tie. bbox=[241, 362, 452, 380]
ad-text: All who suffer from RUPTURE should send at once for the New List of GREATLY REDUCED PRICES. With Descriptive Circular and Testimonials, post free. J. WHITE & Co., 22 PICCADILLY, LONDON, W. bbox=[692, 1025, 890, 1061]
ad-address: WM. G. BELL, 20 ARGYLE STREET, GLASGOW. bbox=[704, 1132, 877, 1140]
league-cell: 37 bbox=[651, 1055, 659, 1063]
paragraph: The trio of halves wrought hard, especially Brown, whose kicking was neat and clean. bbox=[19, 126, 230, 145]
league-cell: 18 bbox=[558, 1071, 566, 1080]
league-cell: 18 bbox=[558, 1029, 566, 1038]
paragraph: No doubt the vote on this subject was a "catch" one, and one which in a meeting of representatives from every club in the East would certainly be lost. bbox=[19, 1144, 230, 1171]
ad-text: FOOTBALL—Celebrated "Bamford" Buttons, and Association Match Balls.—Association Match Footballs, 15s; and 16s. 6d. each. M'Neil's Association Footballs, 8s. 6d. each. M'Neil's Prize Fives Footballs, 1s. each. Shin Guards, 1s. 6d. to 3s. 6d. per pair. Boots, 8s. 6d. to 14s. per pair. Jerseys, all colours, 3s. to 4s. 6d. each. bbox=[689, 868, 892, 922]
paragraph: £30 indeed! Pshaw! You forgot the small figure 2, Mr Oracle. bbox=[471, 228, 670, 237]
paragraph: Had the Celts started the season in the capital form in which they are finishing it, they would probably have won the championship, but the Vale of Leven caught them napping, at the New Year, and lost them by 3 to 1 at Alexandria. bbox=[241, 913, 452, 950]
league-charity-advert bbox=[685, 198, 896, 313]
ad-signature: JOHN MORTON, Secretary and General Manager. bbox=[514, 1497, 670, 1506]
paragraph: Celtic at Whitefield Park on March 8 by 3 goals to 1. bbox=[471, 37, 643, 45]
subhead: RENFREWSHIRE. bbox=[85, 188, 163, 198]
league-cell: St. Mirren bbox=[464, 1071, 495, 1080]
table-row bbox=[463, 1064, 674, 1072]
paragraph: The following list shows the present position of the League competition:— bbox=[463, 983, 674, 1001]
paragraph: Mr Lawrance's amendment reads that the S.F.A. "shall have jurisdiction over all friendly or other fixtures of clubs connected with it." The jurisdiction granted closes the way to the conflict of the two bodies, and of that conflict we think the Association would have the worst. bbox=[907, 449, 1118, 496]
paragraph: The badges given by Dumfries Wanderers has been won in a worthy manner. The Wanderers, Queen of the South, Wanderers, and Gladstonian, and St. John's. bbox=[241, 53, 452, 80]
league-cell: 39 bbox=[630, 1071, 638, 1080]
league-header-cell: Pts bbox=[663, 1004, 673, 1013]
ad-title: GRAND FOOTBALL MATCH. bbox=[704, 114, 878, 127]
league-cell: 65 bbox=[651, 1080, 659, 1088]
league-cell: 25 bbox=[651, 1021, 659, 1029]
list-item: 6. Three-Mile Handicap Race. bbox=[689, 799, 782, 807]
paragraph: Can a referee award a goal for a shot which never went through? bbox=[19, 965, 230, 984]
paragraph: Their two defeats were administered at the hands of Celtic (1 to 0) at Parkhead, and Rangers (4 to 2) at Ibrox, and they conquered on both occasions at Dumbarton. bbox=[241, 1121, 452, 1149]
fare-first: 18/ bbox=[624, 1350, 640, 1364]
league-cell: *Cowlairs bbox=[464, 1088, 495, 1096]
league-cell: 18 bbox=[558, 1013, 566, 1021]
paragraph: M'Millan, late of Notts, has again joined the Hills, lowly band of amateurs. bbox=[241, 865, 452, 883]
